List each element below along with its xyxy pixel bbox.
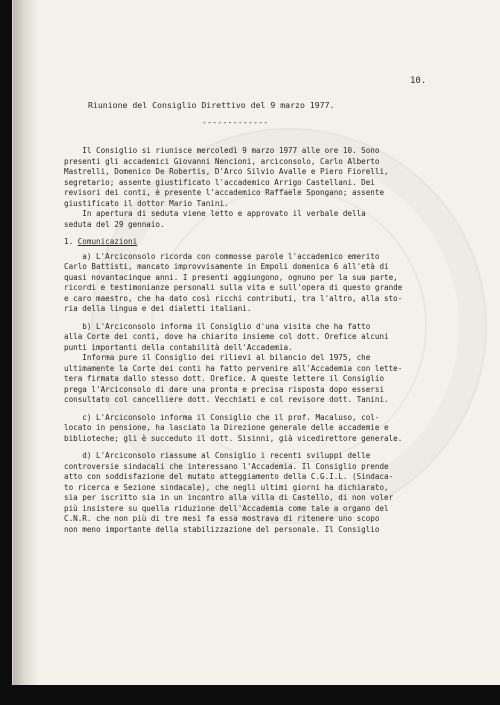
item-d-paragraph bbox=[64, 451, 442, 535]
text-line: ricordi e testimonianze personali sulla vita e sull'opera di questo grande bbox=[64, 283, 403, 292]
text-line: atto con soddisfazione del mutato atteggiamento della C.G.I.L. (Sindaca- bbox=[64, 472, 394, 481]
text-line: revisori dei conti, è presente l'accademico Raffaele Spongano; assente bbox=[64, 188, 385, 197]
text-line: più insistere su quella riduzione dell'Accademia come tale a organo del bbox=[64, 503, 389, 513]
section-number: 1. bbox=[64, 237, 74, 246]
text-line: ria della lingua e dei dialetti italiani. bbox=[64, 304, 252, 313]
page-number: 10. bbox=[410, 76, 427, 86]
text-line: tera firmata dallo stesso dott. Orefice. A queste lettere il Consiglio bbox=[64, 374, 385, 383]
text-line: Informa pure il Consiglio dei rilievi al bilancio del 1975, che bbox=[64, 353, 371, 362]
text-line: c) L'Arciconsolo informa il Consiglio che il prof. Macaluso, col- bbox=[64, 412, 380, 422]
text-line: consultato col cancelliere dott. Vecchiati e col revisore dott. Tanini. bbox=[64, 395, 389, 404]
text-line: non meno importante della stabilizzazione del personale. Il Consiglio bbox=[64, 524, 380, 534]
text-line: Il Consiglio si riunisce mercoledì 9 marzo 1977 alle ore 10. Sono bbox=[64, 146, 380, 155]
text-line: segretario; assente giustificato l'accademico Arrigo Castellani. Dei bbox=[64, 177, 375, 187]
text-line: a) L'Arciconsolo ricorda con commosse parole l'accademico emerito bbox=[64, 251, 380, 261]
text-line: biblioteche; gli è succeduto il dott. Sisinni, già vicedirettore generale. bbox=[64, 433, 403, 443]
text-line: d) L'Arciconsolo riassume al Consiglio i recenti sviluppi delle bbox=[64, 451, 371, 460]
text-line: quasi novantacinque anni. I presenti aggiungono, ognuno per la sua parte, bbox=[64, 272, 398, 282]
item-b-paragraph bbox=[64, 322, 442, 406]
text-line: prega l'Arciconsolo di dare una pronta e precisa risposta dopo essersi bbox=[64, 384, 385, 394]
text-line: b) L'Arciconsolo informa il Consiglio d'una visita che ha fatto bbox=[64, 321, 371, 331]
text-line: giustificato il dottor Mario Tanini. bbox=[64, 198, 229, 208]
document-heading: Riunione del Consiglio Direttivo del 9 marzo 1977. bbox=[88, 100, 335, 110]
text-line: Carlo Battisti, mancato improvvisamente in Empoli domenica 6 all'età di bbox=[64, 262, 389, 271]
text-line: to ricerca e Sezione sindacale), che negli ultimi giorni ha dichiarato, bbox=[64, 482, 389, 492]
document-body bbox=[64, 146, 442, 535]
text-line: controversie sindacali che interessano l'Accademia. Il Consiglio prende bbox=[64, 461, 389, 471]
text-line: Mastrelli, Domenico De Robertis, D'Arco Silvio Avalle e Piero Fiorelli, bbox=[64, 167, 389, 176]
text-line: alla Corte dei conti, dove ha chiarito insieme col dott. Orefice alcuni bbox=[64, 332, 389, 341]
text-line: locato in pensione, ha lasciato la Direzione generale delle accademie e bbox=[64, 423, 389, 432]
item-a-paragraph bbox=[64, 252, 442, 315]
text-line: ultimamente la Corte dei conti ha fatto pervenire all'Accademia con lette- bbox=[64, 363, 403, 373]
item-c-paragraph bbox=[64, 413, 442, 445]
heading-underline-rule: ------------- bbox=[202, 118, 269, 127]
section-heading bbox=[64, 237, 442, 248]
text-line: e caro maestro, che ha dato così ricchi contributi, tra l'altro, alla sto- bbox=[64, 293, 403, 303]
text-line: presenti gli accademici Giovanni Nencioni, arciconsolo, Carlo Alberto bbox=[64, 156, 380, 166]
page-binding-shadow bbox=[13, 0, 39, 685]
text-line: punti importanti della contabilità dell'Accademia. bbox=[64, 342, 293, 352]
text-line: seduta del 29 gennaio. bbox=[64, 219, 165, 229]
scan-background-strip bbox=[0, 685, 500, 705]
text-line: C.N.R. che non più di tre mesi fa essa mostrava di ritenere uno scopo bbox=[64, 514, 380, 523]
intro-paragraph bbox=[64, 146, 442, 230]
section-title: Comunicazioni bbox=[77, 237, 138, 246]
text-line: In apertura di seduta viene letto e approvato il verbale della bbox=[64, 209, 366, 218]
text-line: sia per iscritto sia in un incontro alla villa di Castello, di non voler bbox=[64, 493, 394, 502]
